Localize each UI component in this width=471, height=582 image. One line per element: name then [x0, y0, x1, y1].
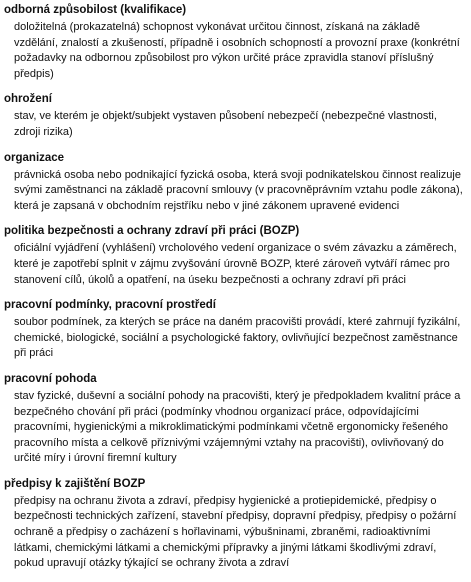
- glossary-entry: [4, 477, 466, 572]
- term-heading: pracovní pohoda: [4, 372, 97, 385]
- glossary-entry: [4, 151, 466, 215]
- term-definition: předpisy na ochranu života a zdraví, předpisy hygienické a protiepidemické, předpisy o bezpečnosti technických zařízení, stavební předpisy, dopravní předpisy, předpisy o požární ochraně a předpisy o zacházení s hořlavinami, výbušninami, zbraněmi, radioaktivními látkami, chemickými látkami a chemickými přípravky a jinými látkami škodlivými zdraví, pokud upravují otázky týkající se ochrany života a zdraví: [14, 494, 457, 570]
- glossary-entry: [4, 298, 466, 362]
- glossary-entry: [4, 224, 466, 288]
- glossary-document: [4, 3, 466, 582]
- term-heading: organizace: [4, 151, 65, 164]
- term-heading: předpisy k zajištění BOZP: [4, 477, 146, 490]
- glossary-entry: [4, 3, 466, 82]
- term-definition: stav fyzické, duševní a sociální pohody na pracovišti, který je předpokladem kvalitní práce a bezpečného chování při práci (podmínky vhodnou organizací práce, odpovídajícími pracovními, hygienickými a mikroklimatickými podmínkami včetně ergonomicky řešeného pracovního místa a celkově příznivými vzájemnými vztahy na pracovišti), ovlivňovaný do určité míry i úrovní firemní kultury: [14, 389, 461, 465]
- term-heading: politika bezpečnosti a ochrany zdraví při práci (BOZP): [4, 225, 300, 238]
- term-definition: doložitelná (prokazatelná) schopnost vykonávat určitou činnost, získaná na základě vzdělání, znalostí a zkušeností, případně i osobních schopností a provozní praxe (konkrétní požadavky na odbornou způsobilost pro výkon určité práce zpravidla stanoví příslušný předpis): [14, 21, 460, 80]
- term-definition: právnická osoba nebo podnikající fyzická osoba, která svoji podnikatelskou činnost realizuje svými zaměstnanci na základě pracovní smlouvy (v pracovněprávním vztahu podle zákona), která je zapsaná v obchodním rejstříku nebo v jiné zákonem upravené evidenci: [14, 168, 463, 212]
- term-definition: soubor podmínek, za kterých se práce na daném pracovišti provádí, které zahrnují fyzikální, chemické, biologické, sociální a psychologické faktory, ovlivňující bezpečnost zaměstnance při práci: [14, 316, 461, 360]
- term-definition: stav, ve kterém je objekt/subjekt vystaven působení nebezpečí (nebezpečné vlastnosti, zdroji rizika): [14, 110, 437, 138]
- glossary-entry: [4, 92, 466, 140]
- term-heading: pracovní podmínky, pracovní prostředí: [4, 299, 216, 312]
- term-heading: odborná způsobilost (kvalifikace): [4, 4, 187, 16]
- term-definition: oficiální vyjádření (vyhlášení) vrcholového vedení organizace o svém závazku a záměrech, které je zapotřebí splnit v zájmu zvyšování úrovně BOZP, které zároveň vytváří rámec pro stanovení cílů, úkolů a opatření, na úseku bezpečnosti a ochrany zdraví při práci: [14, 242, 457, 286]
- glossary-entry: [4, 372, 466, 467]
- term-heading: ohrožení: [4, 93, 52, 106]
